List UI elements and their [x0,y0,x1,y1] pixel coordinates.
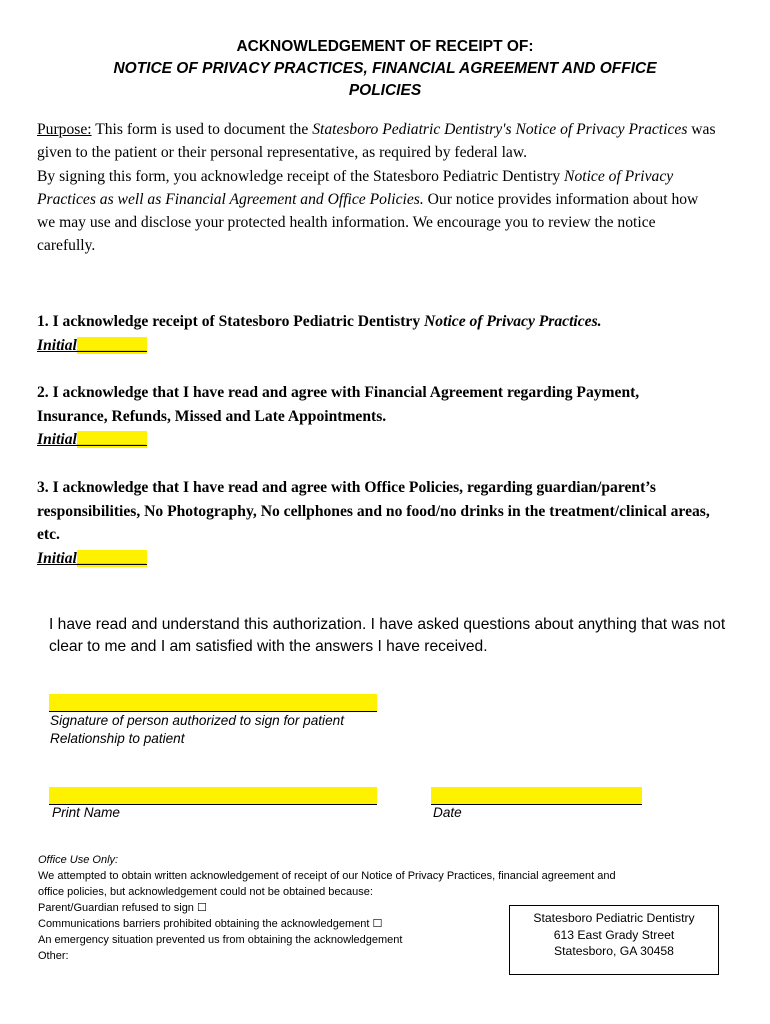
title-line-3: POLICIES [348,82,422,99]
initial-field-2[interactable] [37,428,737,452]
initial-label: Initial [37,336,77,354]
print-name-line[interactable] [49,787,377,805]
signature-label: Signature of person authorized to sign for patient [50,713,344,728]
purpose-text-2b: Notice of Privacy Practices as well as Financial Agreement and Office Policies. [37,167,674,208]
acknowledgement-2 [37,381,737,452]
practice-address-box [509,905,719,975]
acknowledgement-3 [37,476,737,570]
office-option-barriers[interactable]: Communications barriers prohibited obtaining the acknowledgement ☐ [38,918,383,930]
title-line-1: ACKNOWLEDGEMENT OF RECEIPT OF: [236,38,534,55]
authorization-statement: I have read and understand this authorization. I have asked questions about anything that was not clear to me and I am satisfied with the answers I have received. [49,616,726,655]
document-title [40,36,730,102]
initial-label: Initial [37,549,77,567]
purpose-text-1c: was given to the patient or their personal representative, as required by federal law. [37,121,716,162]
office-use-line-2: office policies, but acknowledgement could not be obtained because: [38,886,373,898]
practice-city: Statesboro, GA 30458 [554,944,674,958]
purpose-paragraph-2 [37,165,717,258]
purpose-text-2c: Our notice provides information about how we may use and disclose your protected health information. We encourage you to review the notice carefully. [37,190,699,255]
acknowledgement-3-text: 3. I acknowledge that I have read and agree with Office Policies, regarding guardian/parent’s responsibilities, No Photography, No cellphones and no food/no drinks in the treatment/clinical areas, etc. [37,479,710,543]
initial-label: Initial [37,431,77,448]
relationship-label: Relationship to patient [50,731,185,746]
purpose-label: Purpose: [37,121,92,138]
initial-field-1[interactable] [37,334,737,358]
practice-street: 613 East Grady Street [553,927,675,942]
date-line[interactable] [431,787,642,805]
ack-1-text-b: Notice of Privacy Practices. [424,313,602,330]
title-line-2: NOTICE OF PRIVACY PRACTICES, FINANCIAL AGREEMENT AND OFFICE [113,60,657,77]
acknowledgement-1-text [37,310,737,334]
signature-line[interactable] [49,694,377,712]
initial-field-3[interactable] [37,547,737,571]
office-use-title: Office Use Only: [38,854,119,866]
purpose-section [37,118,717,258]
initial-blank[interactable]: _________ [76,431,148,448]
print-name-label: Print Name [52,805,120,820]
practice-name: Statesboro Pediatric Dentistry [533,911,695,925]
acknowledgement-1 [37,310,737,357]
office-option-other: Other: [38,950,69,962]
purpose-paragraph-1 [37,118,717,165]
office-option-emergency: An emergency situation prevented us from obtaining the acknowledgement [38,934,403,946]
purpose-text-1a: This form is used to document the [91,121,313,138]
purpose-text-1b: Statesboro Pediatric Dentistry's Notice of Privacy Practices [312,121,688,138]
initial-blank[interactable]: _________ [76,549,148,567]
office-option-refused[interactable]: Parent/Guardian refused to sign ☐ [38,902,207,914]
initial-blank[interactable]: _________ [76,336,148,354]
purpose-text-2a: By signing this form, you acknowledge receipt of the Statesboro Pediatric Dentistry [37,167,565,185]
date-label: Date [433,805,462,820]
ack-1-text-a: 1. I acknowledge receipt of Statesboro Pediatric Dentistry [37,313,425,330]
office-use-line-1: We attempted to obtain written acknowledgement of receipt of our Notice of Privacy Practices, financial agreement and [38,870,616,882]
acknowledgement-2-text: 2. I acknowledge that I have read and agree with Financial Agreement regarding Payment, Insurance, Refunds, Missed and Late Appointments. [37,384,640,425]
